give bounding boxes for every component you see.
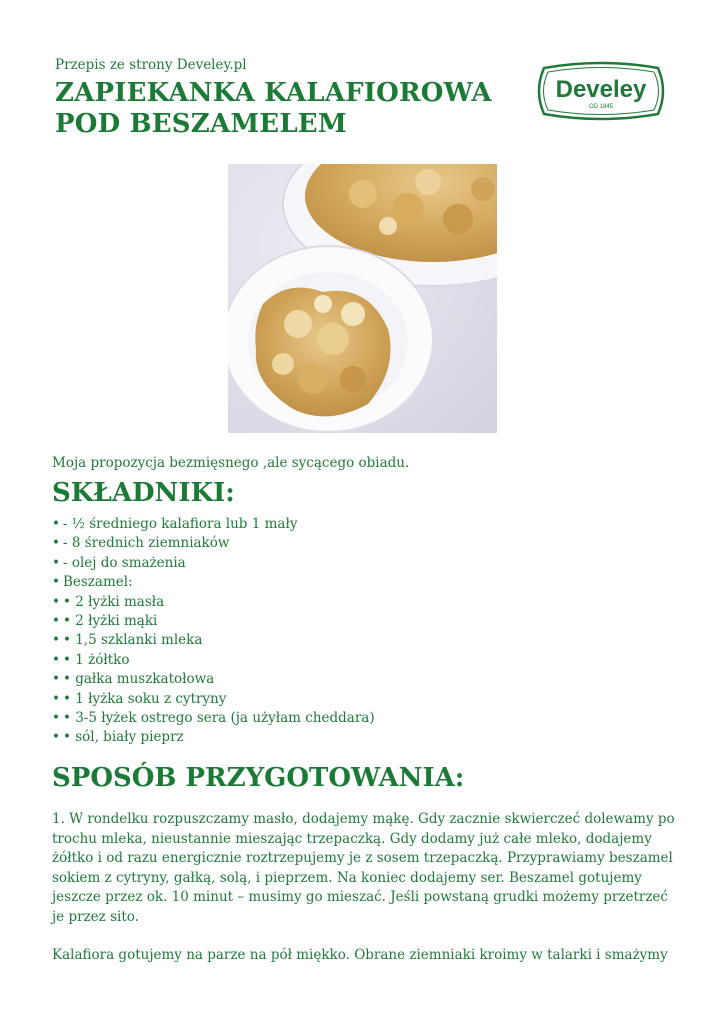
list-item — [52, 612, 375, 631]
recipe-title — [55, 78, 492, 140]
ingredient-text: - ½ średniego kalafiora lub 1 mały — [62, 516, 298, 532]
bullet: • — [52, 690, 60, 707]
ingredient-text: • 2 łyżki masła — [62, 593, 165, 610]
preparation-step-2: Kalafiora gotujemy na parze na pół miękko. Obrane ziemniaki kroimy w talarki i smażymy — [52, 947, 668, 963]
list-item — [52, 554, 375, 573]
recipe-intro: Moja propozycja bezmięsnego ,ale sycącego obiadu. — [52, 455, 410, 471]
bullet: • — [52, 516, 60, 532]
list-item — [52, 709, 375, 728]
ingredient-text: • 2 łyżki mąki — [62, 612, 158, 629]
bullet: • — [52, 729, 60, 746]
ingredients-list — [52, 515, 375, 748]
list-item — [52, 670, 375, 689]
list-item — [52, 631, 375, 650]
preparation-heading: SPOSÓB PRZYGOTOWANIA: — [52, 763, 465, 793]
bullet: • — [52, 574, 60, 591]
ingredient-text: • gałka muszkatołowa — [62, 671, 215, 688]
ingredient-text: • 1 żółtko — [62, 651, 130, 668]
bullet: • — [52, 593, 60, 610]
bullet: • — [52, 671, 60, 688]
source-label: Przepis ze strony Develey.pl — [55, 57, 247, 73]
bullet: • — [52, 612, 60, 629]
casserole-photo — [228, 164, 497, 433]
bullet: • — [52, 554, 60, 571]
list-item — [52, 728, 375, 747]
ingredient-text: - 8 średnich ziemniaków — [62, 535, 230, 552]
recipe-title-line-2: POD BESZAMELEM — [55, 109, 347, 139]
list-item — [52, 573, 375, 592]
bullet: • — [52, 535, 60, 552]
ingredients-heading: SKŁADNIKI: — [52, 478, 235, 508]
preparation-step-1: 1. W rondelku rozpuszczamy masło, dodajemy mąkę. Gdy zacznie skwierczeć dolewamy po trochu mleka, nieustannie mieszając trzepaczką. Gdy dodamy już całe mleko, dodajemy żółtko i od razu energicznie roztrzepujemy je z sosem trzepaczką. Przyprawiamy beszamel sokiem z cytryny, gałką, solą, i pieprzem. Na koniec dodajemy ser. Beszamel gotujemy jeszcze przez ok. 10 minut – musimy go mieszać. Jeśli powstaną grudki możemy przetrzeć je przez sito. — [52, 811, 675, 925]
list-item — [52, 534, 375, 553]
ingredient-text: • sól, biały pieprz — [62, 729, 184, 746]
bullet: • — [52, 709, 60, 726]
list-item — [52, 651, 375, 670]
ingredient-text: • 1 łyżka soku z cytryny — [62, 690, 227, 707]
develey-logo — [532, 60, 670, 122]
bullet: • — [52, 651, 60, 668]
ingredient-text: Beszamel: — [62, 574, 133, 591]
logo-since-text: OD 1845 — [588, 104, 614, 110]
recipe-title-line-1: ZAPIEKANKA KALAFIOROWA — [55, 78, 492, 108]
ingredient-text: • 1,5 szklanki mleka — [62, 632, 203, 649]
list-item — [52, 515, 375, 534]
logo-brand-text: Develey — [555, 76, 647, 103]
ingredient-text: • 3-5 łyżek ostrego sera (ja użyłam cheddara) — [62, 709, 375, 726]
bullet: • — [52, 632, 60, 649]
ingredient-text: - olej do smażenia — [62, 554, 186, 571]
list-item — [52, 690, 375, 709]
list-item — [52, 593, 375, 612]
